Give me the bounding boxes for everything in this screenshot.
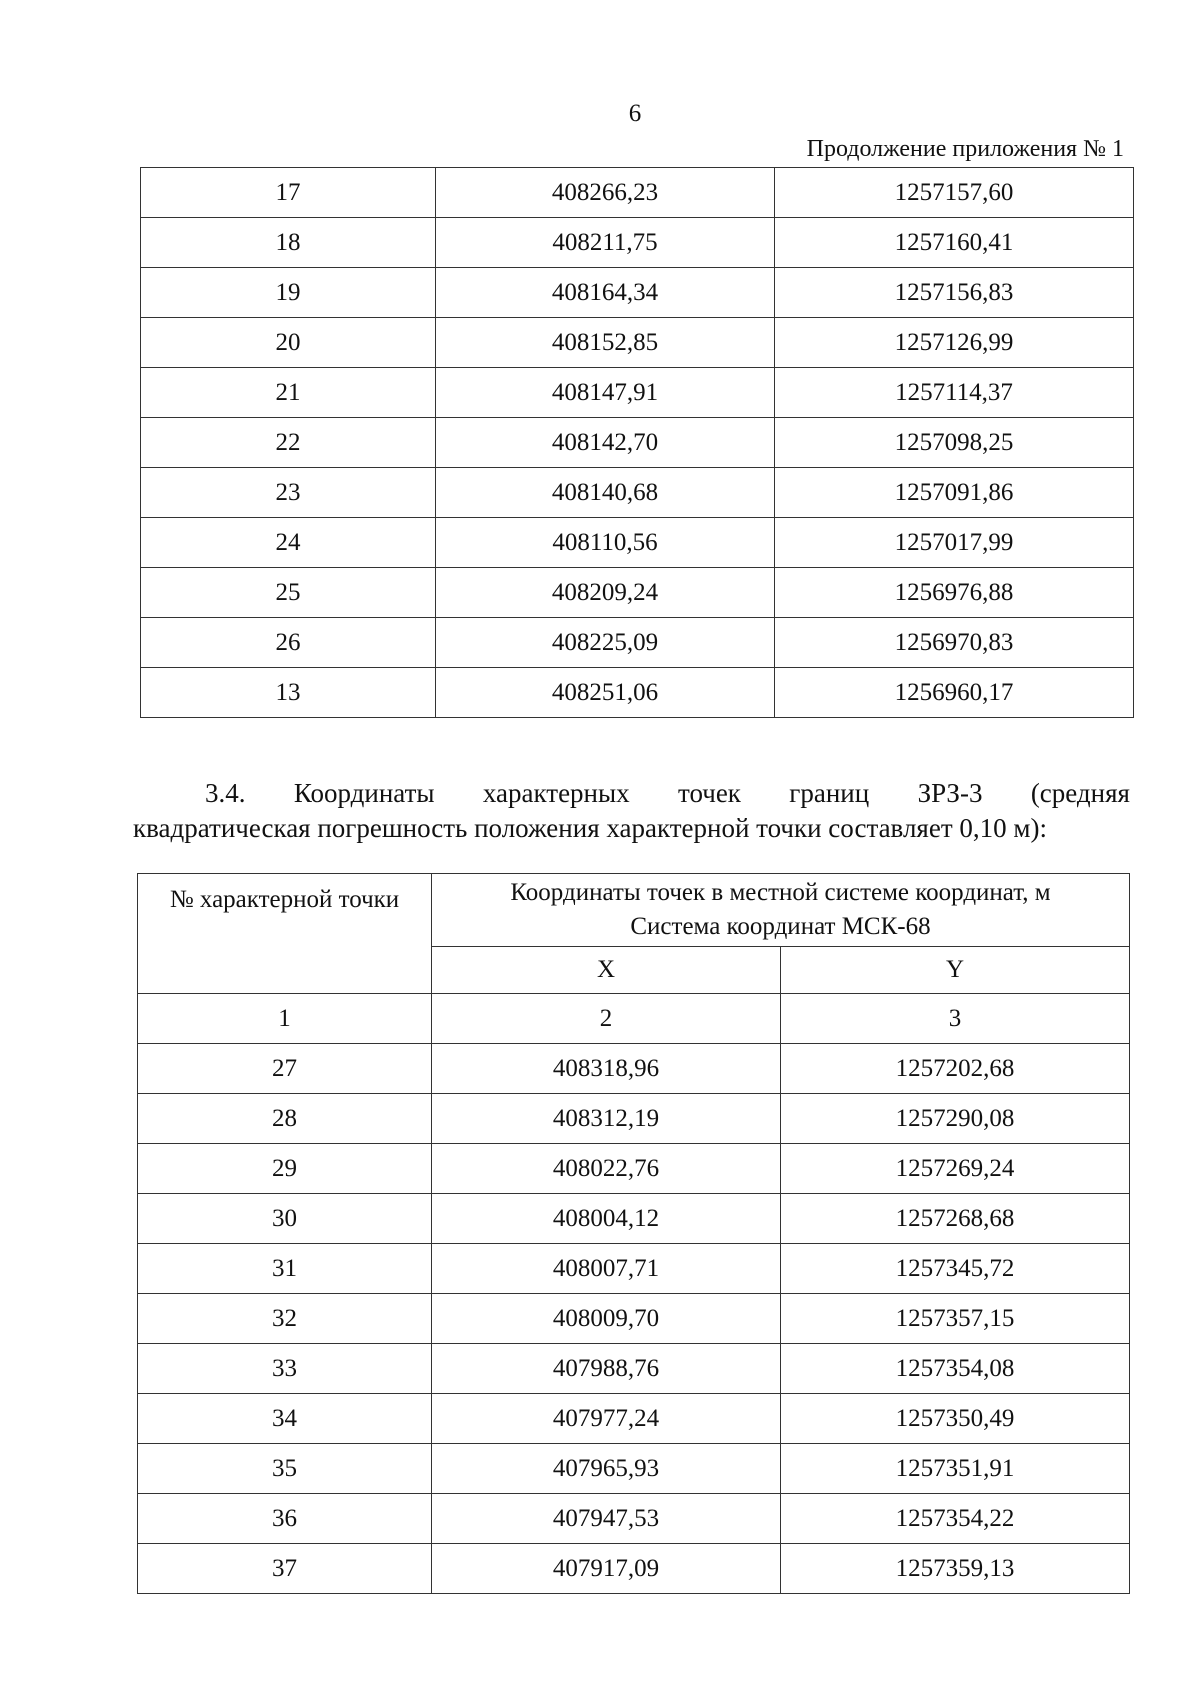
x-coordinate-cell: 408147,91 [436,368,775,418]
y-coordinate-cell: 1257359,13 [781,1544,1130,1594]
point-number-cell: 37 [138,1544,432,1594]
y-coordinate-cell: 1257126,99 [775,318,1134,368]
header-x: X [432,947,781,994]
table-row [141,318,1134,368]
section-heading-word: Координаты [293,778,435,808]
table-row [138,1244,1130,1294]
point-number-cell: 31 [138,1244,432,1294]
continuation-note: Продолжение приложения № 1 [806,136,1124,162]
zrz3-table-body [138,874,1130,1594]
point-number-cell: 27 [138,1044,432,1094]
header-row [138,874,1130,947]
table-row [138,1394,1130,1444]
header-y: Y [781,947,1130,994]
section-heading-word: границ [789,778,870,808]
y-coordinate-cell: 1257357,15 [781,1294,1130,1344]
zrz3-coordinates-table [137,873,1130,1594]
table-row [141,218,1134,268]
point-number-cell: 21 [141,368,436,418]
header-coordinates-title: Координаты точек в местной системе координат, м [510,879,1051,906]
table-row [138,1544,1130,1594]
table-row [141,518,1134,568]
table-row [141,368,1134,418]
point-number-cell: 20 [141,318,436,368]
point-number-cell: 13 [141,668,436,718]
x-coordinate-cell: 407947,53 [432,1494,781,1544]
x-coordinate-cell: 408209,24 [436,568,775,618]
table-row [138,1094,1130,1144]
table-row [138,1494,1130,1544]
y-coordinate-cell: 1257268,68 [781,1194,1130,1244]
y-coordinate-cell: 1257017,99 [775,518,1134,568]
point-number-cell: 25 [141,568,436,618]
point-number-cell: 32 [138,1294,432,1344]
table-row [138,1344,1130,1394]
point-number-cell: 17 [141,168,436,218]
header-column-numbers-row [138,994,1130,1044]
y-coordinate-cell: 1256976,88 [775,568,1134,618]
y-coordinate-cell: 1257114,37 [775,368,1134,418]
table-row [138,1194,1130,1244]
point-number-cell: 33 [138,1344,432,1394]
x-coordinate-cell: 408009,70 [432,1294,781,1344]
x-coordinate-cell: 408152,85 [436,318,775,368]
section-heading-line [133,776,1130,811]
point-number-cell: 24 [141,518,436,568]
x-coordinate-cell: 408251,06 [436,668,775,718]
section-description-line: квадратическая погрешность положения характерной точки составляет 0,10 м): [133,813,1047,843]
y-coordinate-cell: 1257269,24 [781,1144,1130,1194]
y-coordinate-cell: 1257098,25 [775,418,1134,468]
x-coordinate-cell: 407917,09 [432,1544,781,1594]
table-row [141,468,1134,518]
y-coordinate-cell: 1256960,17 [775,668,1134,718]
table-row [141,418,1134,468]
column-number-1: 1 [138,994,432,1044]
point-number-cell: 22 [141,418,436,468]
x-coordinate-cell: 408266,23 [436,168,775,218]
x-coordinate-cell: 407988,76 [432,1344,781,1394]
column-number-3: 3 [781,994,1130,1044]
y-coordinate-cell: 1257345,72 [781,1244,1130,1294]
y-coordinate-cell: 1257354,08 [781,1344,1130,1394]
y-coordinate-cell: 1257091,86 [775,468,1134,518]
table-row [138,1294,1130,1344]
header-point-number: № характерной точки [138,874,432,994]
table-row [141,168,1134,218]
point-number-cell: 34 [138,1394,432,1444]
x-coordinate-cell: 408225,09 [436,618,775,668]
table-row [141,618,1134,668]
table-row [141,268,1134,318]
y-coordinate-cell: 1257202,68 [781,1044,1130,1094]
section-heading-word: ЗРЗ-3 [917,778,983,808]
x-coordinate-cell: 407965,93 [432,1444,781,1494]
column-number-2: 2 [432,994,781,1044]
x-coordinate-cell: 408318,96 [432,1044,781,1094]
point-number-cell: 19 [141,268,436,318]
y-coordinate-cell: 1257354,22 [781,1494,1130,1544]
coordinates-table-continued [140,167,1134,718]
section-heading-word: точек [678,778,741,808]
header-coordinates [432,874,1130,947]
table-row [141,568,1134,618]
table-row [138,1044,1130,1094]
table-row [138,1144,1130,1194]
y-coordinate-cell: 1257160,41 [775,218,1134,268]
x-coordinate-cell: 408312,19 [432,1094,781,1144]
point-number-cell: 35 [138,1444,432,1494]
y-coordinate-cell: 1257350,49 [781,1394,1130,1444]
y-coordinate-cell: 1257157,60 [775,168,1134,218]
section-3-4-paragraph [133,776,1130,846]
y-coordinate-cell: 1257156,83 [775,268,1134,318]
y-coordinate-cell: 1257351,91 [781,1444,1130,1494]
point-number-cell: 29 [138,1144,432,1194]
point-number-cell: 28 [138,1094,432,1144]
x-coordinate-cell: 408022,76 [432,1144,781,1194]
x-coordinate-cell: 408164,34 [436,268,775,318]
y-coordinate-cell: 1256970,83 [775,618,1134,668]
point-number-cell: 36 [138,1494,432,1544]
table-row [141,668,1134,718]
page-number: 6 [628,100,642,127]
point-number-cell: 23 [141,468,436,518]
point-number-cell: 30 [138,1194,432,1244]
section-heading-word: 3.4. [205,778,246,808]
x-coordinate-cell: 408004,12 [432,1194,781,1244]
section-heading-word: (средняя [1030,778,1130,808]
header-coordinate-system: Система координат МСК-68 [630,913,931,940]
point-number-cell: 18 [141,218,436,268]
y-coordinate-cell: 1257290,08 [781,1094,1130,1144]
x-coordinate-cell: 408110,56 [436,518,775,568]
x-coordinate-cell: 408140,68 [436,468,775,518]
coordinates-table-body [141,168,1134,718]
x-coordinate-cell: 408142,70 [436,418,775,468]
x-coordinate-cell: 408007,71 [432,1244,781,1294]
x-coordinate-cell: 408211,75 [436,218,775,268]
x-coordinate-cell: 407977,24 [432,1394,781,1444]
table-row [138,1444,1130,1494]
section-heading-word: характерных [482,778,630,808]
point-number-cell: 26 [141,618,436,668]
